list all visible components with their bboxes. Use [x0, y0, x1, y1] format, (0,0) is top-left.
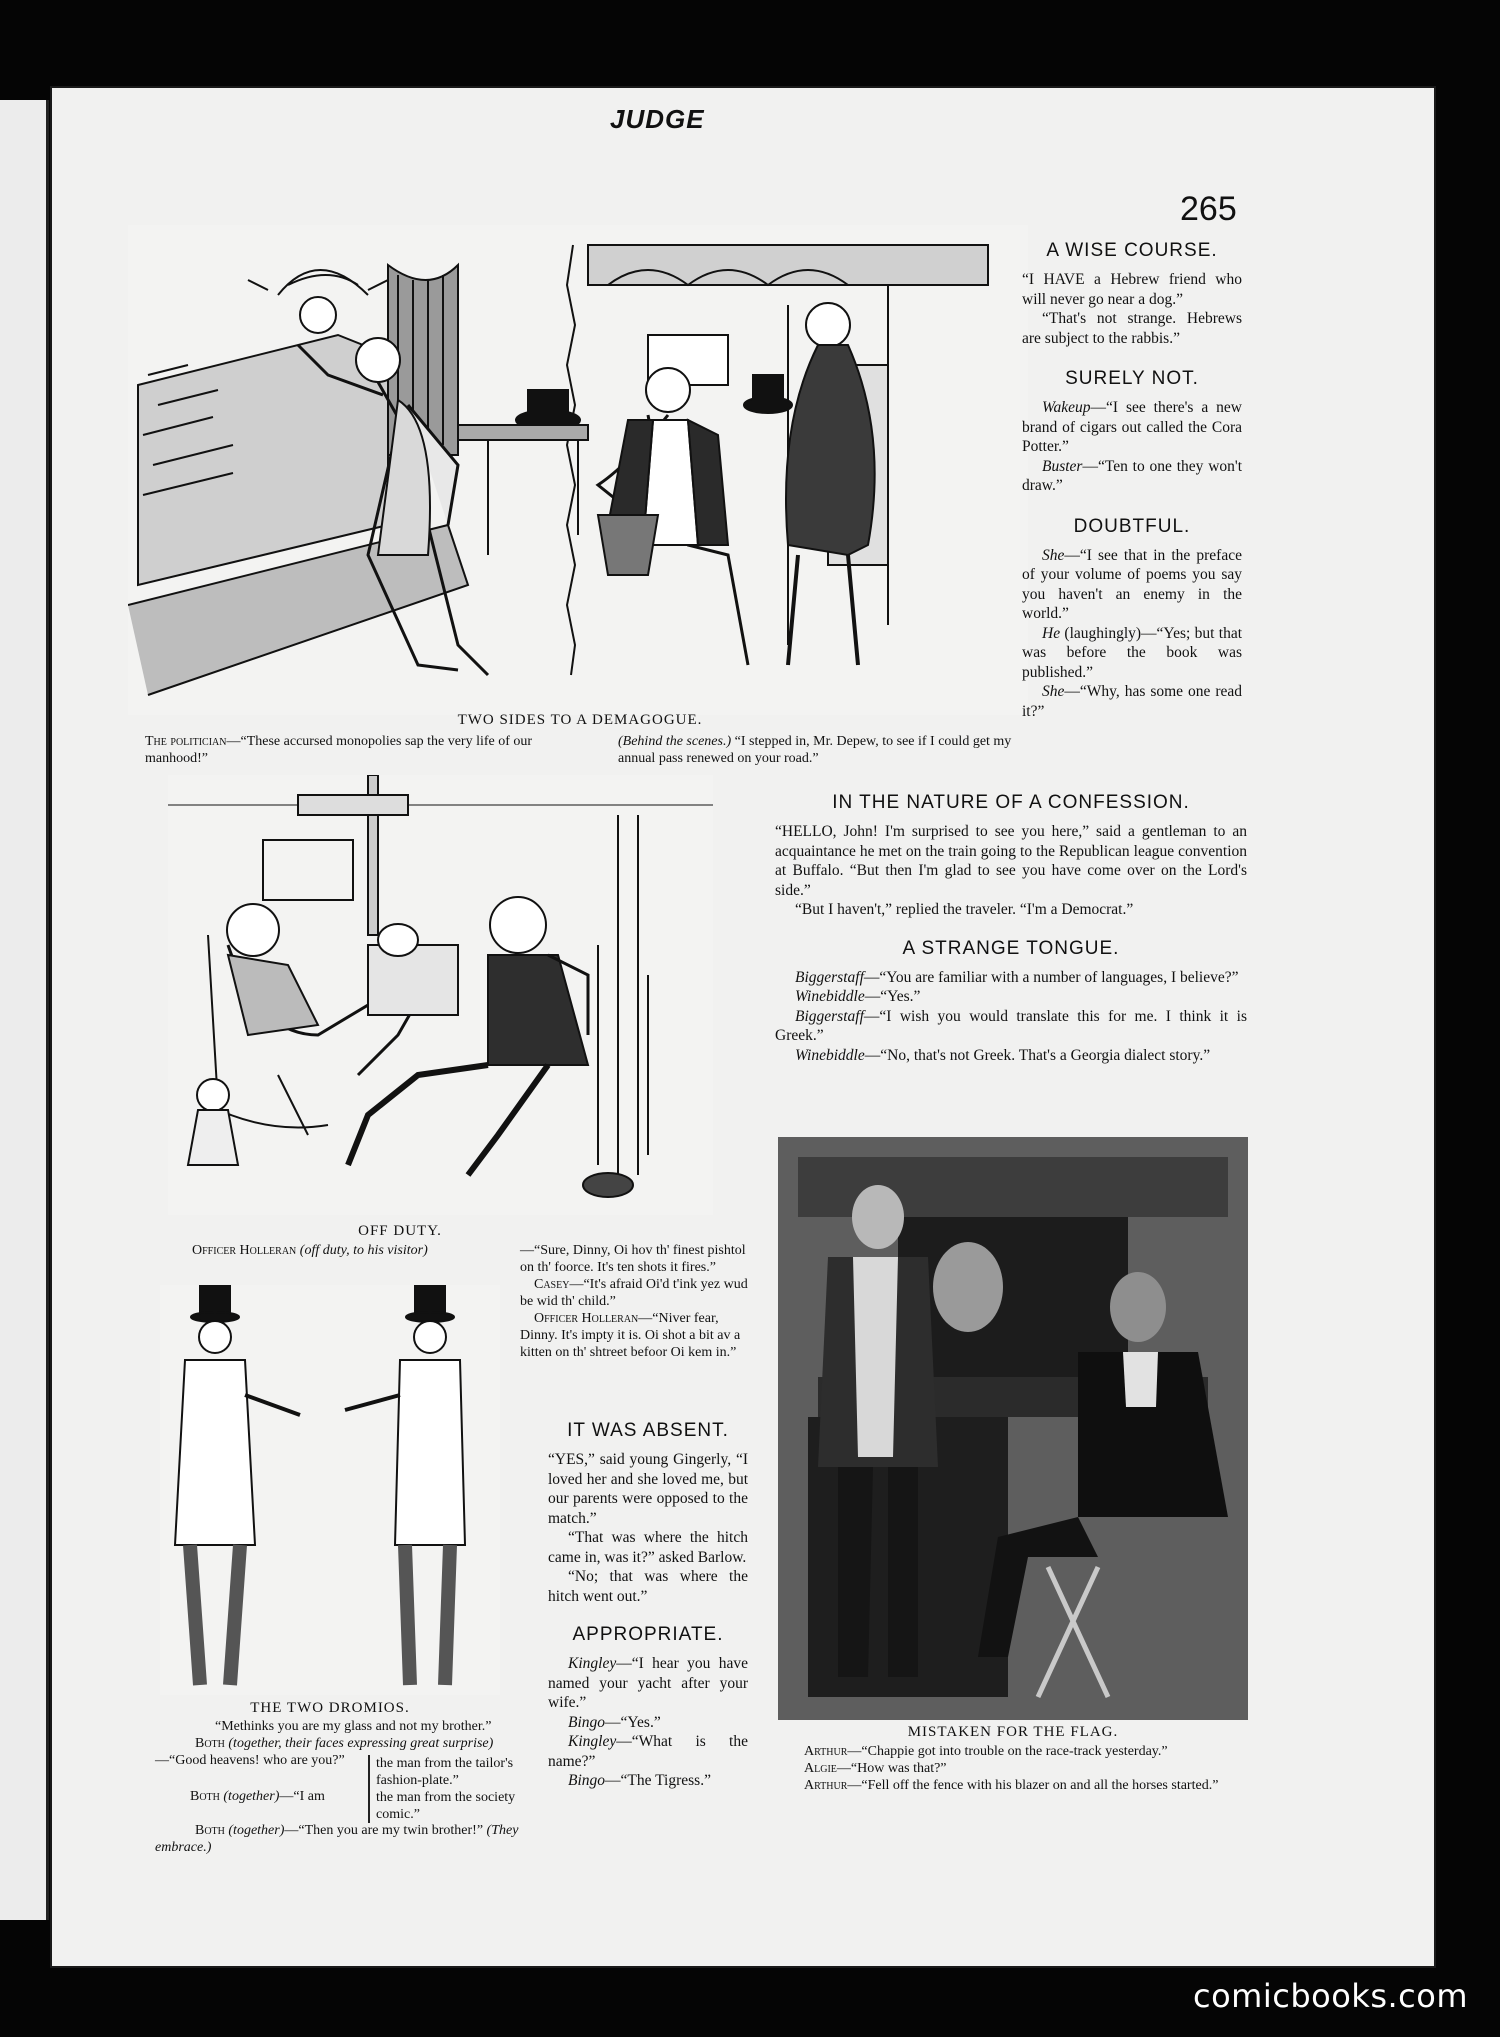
both-speaker-2: Both	[190, 1789, 220, 1804]
appropriate-heading: APPROPRIATE.	[572, 1624, 724, 1645]
biggerstaff-speaker-2: Biggerstaff	[795, 1007, 864, 1025]
flag-caption	[790, 1743, 1250, 1794]
adjacent-page-edge	[0, 100, 49, 1920]
he-line: —“Yes; but that was before the book was published.”	[1022, 624, 1243, 681]
middle-column-lower	[548, 1420, 748, 1791]
kingley-speaker-1: Kingley	[568, 1655, 617, 1672]
bingo-speaker-2: Bingo	[568, 1772, 606, 1789]
holleran-line-2: —“Niver fear, Dinny. It's impty it is. Oi shot a bit av a kitten on th' shtreet befoor Oi kem in.”	[520, 1311, 741, 1360]
casey-speaker: Casey	[534, 1277, 570, 1292]
flag-title: MISTAKEN FOR THE FLAG.	[907, 1724, 1119, 1740]
both-line-2: —“I am	[279, 1789, 325, 1804]
dromios-option-tailor: the man from the tailor's fashion-plate.”	[376, 1756, 514, 1788]
arthur-line-2: —“Fell off the fence with his blazer on and all the horses started.”	[847, 1778, 1219, 1793]
wakeup-speaker: Wakeup	[1042, 399, 1091, 416]
doubtful-body	[1022, 546, 1242, 722]
dromios-options	[368, 1755, 526, 1823]
bingo-line-2: —“The Tigress.”	[605, 1772, 711, 1789]
holleran-speaker-2: Officer Holleran	[534, 1311, 639, 1326]
algie-line: —“How was that?”	[836, 1761, 947, 1776]
algie-speaker: Algie	[804, 1761, 837, 1776]
appropriate-body	[548, 1654, 748, 1791]
politician-line: —“These accursed monopolies sap the very life of our manhood!”	[145, 734, 533, 766]
dromios-option-comic: the man from the society comic.”	[376, 1790, 516, 1822]
masthead: JUDGE	[610, 104, 705, 134]
demagogue-right-caption	[618, 733, 1028, 767]
both-speaker-3: Both	[195, 1823, 225, 1838]
biggerstaff-speaker-1: Biggerstaff	[795, 968, 864, 986]
off-duty-title: OFF DUTY.	[358, 1223, 442, 1239]
right-column-top	[1022, 240, 1242, 721]
absent-heading: IT WAS ABSENT.	[567, 1420, 729, 1441]
biggerstaff-line-1: —“You are familiar with a number of languages, I believe?”	[863, 968, 1239, 986]
strange-tongue-heading: A STRANGE TONGUE.	[902, 937, 1120, 959]
doubtful-heading: DOUBTFUL.	[1073, 515, 1191, 537]
casey-line: —“It's afraid Oi'd t'ink yez wud be wid th' child.”	[520, 1277, 748, 1309]
buster-speaker: Buster	[1042, 457, 1083, 475]
arthur-speaker-2: Arthur	[804, 1778, 848, 1793]
kingley-speaker-2: Kingley	[568, 1733, 617, 1750]
confession-heading: IN THE NATURE OF A CONFESSION.	[832, 792, 1190, 813]
wise-course-body	[1022, 270, 1242, 348]
demagogue-illustration	[128, 225, 1028, 715]
confession-p1: “HELLO, John! I'm surprised to see you here,” said a gentleman to an acquaintance he met on the train going to the Republican league convention at Buffalo. “But then I'm glad to see you have come over on the Lord's side.”	[775, 823, 1247, 899]
behind-scenes-note: (Behind the scenes.)	[618, 734, 732, 749]
wise-course-heading: A WISE COURSE.	[1046, 240, 1218, 261]
visitor-line: “I stepped in, Mr. Depew, to see if I could get my annual pass renewed on your road.”	[618, 734, 1012, 766]
she-line-2: —“Why, has some one read it?”	[1022, 683, 1242, 720]
both-speaker-1: Both	[195, 1736, 225, 1751]
arthur-speaker-1: Arthur	[804, 1744, 848, 1759]
holleran-line-1: —“Sure, Dinny, Oi hov th' finest pishtol on th' foorce. It's ten shots it fires.”	[520, 1243, 746, 1275]
strange-tongue-body	[775, 968, 1247, 1066]
winebiddle-line-2: —“No, that's not Greek. That's a Georgia dialect story.”	[864, 1046, 1211, 1064]
both-aside-2: (together)	[219, 1789, 280, 1804]
winebiddle-speaker-1: Winebiddle	[795, 988, 865, 1005]
politician-speaker: The politician	[145, 734, 227, 749]
dromios-quote: “Methinks you are my glass and not my brother.”	[215, 1719, 492, 1734]
holleran-speaker-1: Officer Holleran	[192, 1243, 297, 1258]
off-duty-illustration	[168, 775, 713, 1215]
both-aside-1: (together, their faces expressing great surprise)	[224, 1736, 494, 1751]
bingo-line-1: —“Yes.”	[605, 1713, 661, 1731]
arthur-line-1: —“Chappie got into trouble on the race-track yesterday.”	[847, 1744, 1168, 1759]
embrace-note: (They embrace.)	[155, 1823, 519, 1855]
page-number: 265	[1180, 190, 1237, 228]
off-duty-dialogue	[520, 1242, 752, 1361]
dromios-illustration	[160, 1285, 500, 1695]
buster-line: —“Ten to one they won't draw.”	[1022, 457, 1242, 494]
wise-course-p1: “I HAVE a Hebrew friend who will never go near a dog.”	[1022, 271, 1242, 308]
he-speaker: He	[1042, 624, 1061, 642]
bingo-speaker-1: Bingo	[568, 1713, 606, 1731]
both-line-1: —“Good heavens! who are you?”	[155, 1753, 345, 1768]
kingley-line-1: —“I hear you have named your yacht after your wife.”	[548, 1655, 748, 1711]
he-aside: (laughingly)	[1060, 624, 1142, 642]
absent-p3: “No; that was where the hitch went out.”	[548, 1568, 748, 1605]
wise-course-p2: “That's not strange. Hebrews are subject to the rabbis.”	[1022, 310, 1242, 347]
biggerstaff-line-2: —“I wish you would translate this for me. I think it is Greek.”	[775, 1007, 1247, 1044]
both-aside-3: (together)	[224, 1823, 285, 1838]
demagogue-left-caption	[145, 733, 585, 767]
dromios-title: THE TWO DROMIOS.	[250, 1700, 410, 1716]
she-speaker-2: She	[1042, 683, 1065, 700]
kingley-line-2: —“What is the name?”	[548, 1733, 748, 1770]
surely-not-body	[1022, 398, 1242, 496]
demagogue-title: TWO SIDES TO A DEMAGOGUE.	[457, 712, 703, 728]
dromios-line-3	[155, 1822, 525, 1856]
confession-body	[775, 822, 1247, 920]
site-watermark: comicbooks.com	[1192, 1977, 1468, 2015]
confession-p2: “But I haven't,” replied the traveler. “I'm a Democrat.”	[795, 901, 1134, 918]
winebiddle-speaker-2: Winebiddle	[795, 1046, 865, 1064]
she-line-1: —“I see that in the preface of your volume of poems you say you haven't an enemy in the world.”	[1022, 546, 1242, 622]
holleran-aside: (off duty, to his visitor)	[296, 1243, 428, 1258]
absent-p2: “That was where the hitch came in, was it?” asked Barlow.	[548, 1529, 748, 1566]
absent-p1: “YES,” said young Gingerly, “I loved her and she loved me, but our parents were opposed to the match.”	[548, 1451, 748, 1527]
surely-not-heading: SURELY NOT.	[1065, 368, 1199, 389]
she-speaker-1: She	[1042, 546, 1065, 564]
dromios-line-2	[190, 1788, 370, 1805]
right-column-middle	[775, 792, 1247, 1065]
wakeup-line: —“I see there's a new brand of cigars out called the Cora Potter.”	[1022, 399, 1242, 455]
winebiddle-line-1: —“Yes.”	[864, 988, 921, 1005]
flag-photo-illustration	[778, 1137, 1248, 1720]
absent-body	[548, 1450, 748, 1606]
both-line-3: —“Then you are my twin brother!”	[284, 1823, 484, 1838]
